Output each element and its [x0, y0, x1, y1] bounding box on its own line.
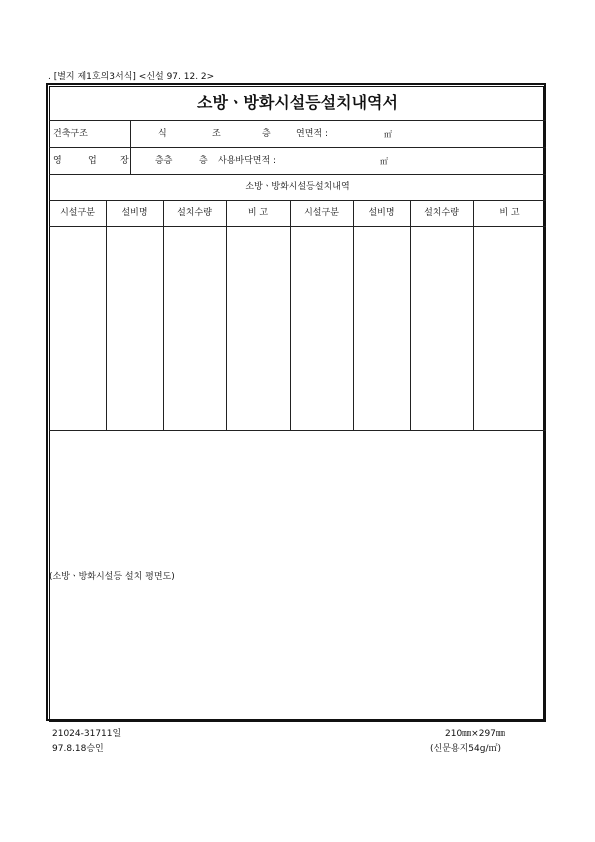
table-col-line [290, 200, 291, 430]
table-col-line [163, 200, 164, 430]
rule-under-table [49, 430, 546, 431]
footer-approval: 97.8.18승인 [52, 744, 104, 754]
table-col-line [473, 200, 474, 430]
floor-plan-caption: (소방ㆍ방화시설등 설치 평면도) [49, 572, 175, 582]
col-header-install-qty-2: 설치수량 [424, 208, 459, 218]
col-header-remarks: 비 고 [247, 208, 269, 218]
building-structure-label: 건축구조 [53, 129, 88, 139]
business-label-char-1: 영 [53, 156, 62, 166]
col-header-facility-type-2: 시설구분 [304, 208, 339, 218]
business-label-char-2: 업 [88, 156, 97, 166]
rule-under-section-heading [49, 200, 546, 201]
rule-under-title [49, 120, 546, 121]
floors-label: 식 [158, 129, 167, 139]
floor-range-label: 층층 [155, 156, 173, 166]
form-number-note: . [별지 제1호의3서식] <신설 97. 12. 2> [48, 72, 215, 82]
floor-area-unit: ㎡ [384, 130, 392, 139]
table-col-line [226, 200, 227, 430]
floor-range-unit: 층 [199, 156, 208, 166]
business-label-char-3: 장 [120, 156, 129, 166]
footer-paper-size: 210㎜×297㎜ [445, 729, 505, 739]
footer-paper-type: (신문용지54g/㎡) [430, 744, 501, 754]
col-header-install-qty: 설치수량 [177, 208, 212, 218]
info-row-divider [130, 121, 131, 174]
section-heading: 소방ㆍ방화시설등설치내역 [245, 182, 350, 192]
rule-under-row1 [49, 147, 546, 148]
form-title: 소방ㆍ방화시설등설치내역서 [197, 93, 398, 112]
use-area-label: 사용바닥면적 : [218, 156, 277, 166]
floors-mid-label: 조 [212, 129, 221, 139]
rule-under-column-headers [49, 226, 546, 227]
table-col-line [106, 200, 107, 430]
table-col-line [410, 200, 411, 430]
col-header-equipment-name: 설비명 [121, 208, 148, 218]
table-col-line [353, 200, 354, 430]
floors-unit-label: 층 [262, 129, 271, 139]
col-header-equipment-name-2: 설비명 [368, 208, 395, 218]
use-area-unit: ㎡ [380, 157, 388, 166]
col-header-facility-type: 시설구분 [60, 208, 95, 218]
floor-area-label: 연면적 : [296, 129, 328, 139]
col-header-remarks-2: 비 고 [499, 208, 520, 218]
rule-under-row2 [49, 174, 546, 175]
footer-form-code: 21024-31711일 [52, 729, 122, 739]
